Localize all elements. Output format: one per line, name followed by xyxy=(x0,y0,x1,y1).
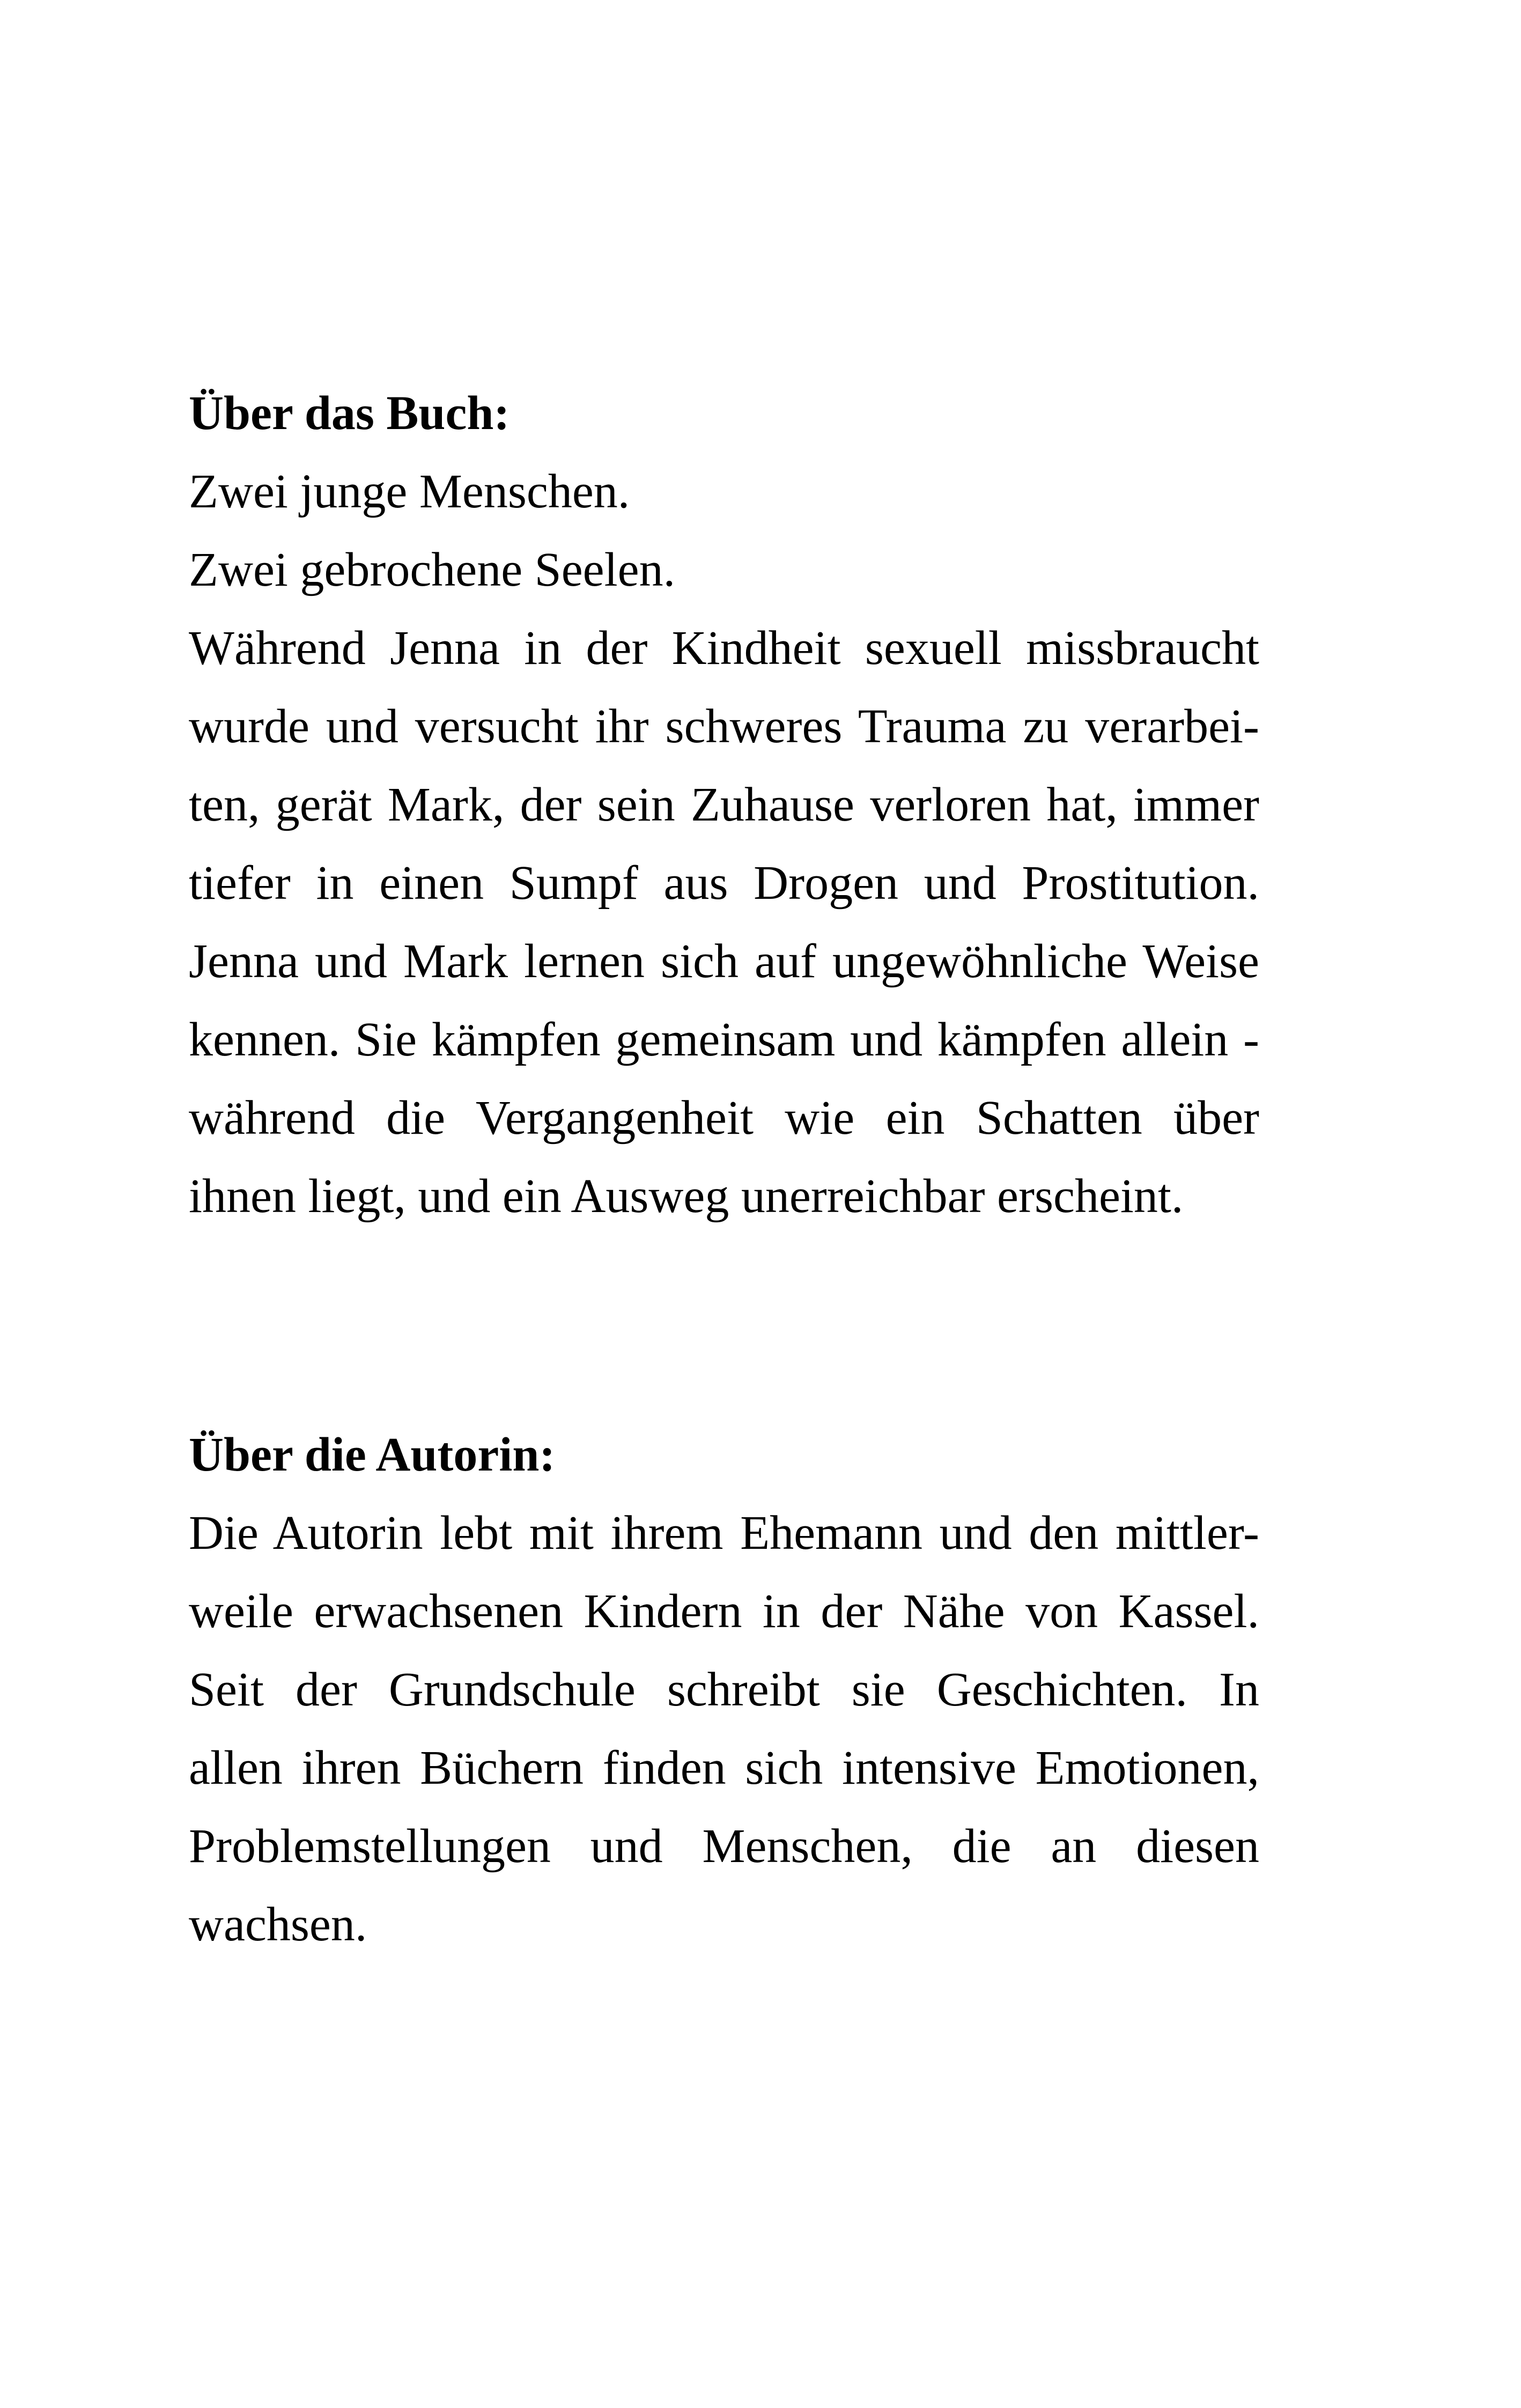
about-author-section xyxy=(189,1416,1259,1964)
about-author-line: Die Autorin lebt mit ihrem Ehemann und den mittler- xyxy=(189,1506,1259,1560)
about-book-heading: Über das Buch: xyxy=(189,387,510,440)
about-book-line: Zwei gebrochene Seelen. xyxy=(189,543,676,596)
about-book-line: Während Jenna in der Kindheit sexuell missbraucht xyxy=(189,622,1259,675)
about-author-line: allen ihren Büchern finden sich intensive Emotionen, xyxy=(189,1741,1259,1794)
about-author-line: wachsen. xyxy=(189,1898,367,1951)
about-book-line: kennen. Sie kämpfen gemeinsam und kämpfen allein - xyxy=(189,1013,1259,1066)
about-book-line: wurde und versucht ihr schweres Trauma zu verarbei- xyxy=(189,700,1259,753)
about-book-line: Zwei junge Menschen. xyxy=(189,465,630,518)
about-book-line: ihnen liegt, und ein Ausweg unerreichbar erscheint. xyxy=(189,1170,1184,1223)
about-book-line: Jenna und Mark lernen sich auf ungewöhnliche Weise xyxy=(189,935,1259,988)
about-book-section xyxy=(189,374,1259,1236)
about-book-line: während die Vergangenheit wie ein Schatten über xyxy=(189,1091,1259,1144)
about-book-line: tiefer in einen Sumpf aus Drogen und Prostitution. xyxy=(189,856,1259,910)
about-book-line: ten, gerät Mark, der sein Zuhause verloren hat, immer xyxy=(189,778,1259,831)
about-author-line: Problemstellungen und Menschen, die an diesen xyxy=(189,1820,1259,1873)
about-author-line: Seit der Grundschule schreibt sie Geschichten. In xyxy=(189,1663,1259,1716)
about-author-heading: Über die Autorin: xyxy=(189,1428,556,1481)
about-author-line: weile erwachsenen Kindern in der Nähe von Kassel. xyxy=(189,1585,1259,1638)
